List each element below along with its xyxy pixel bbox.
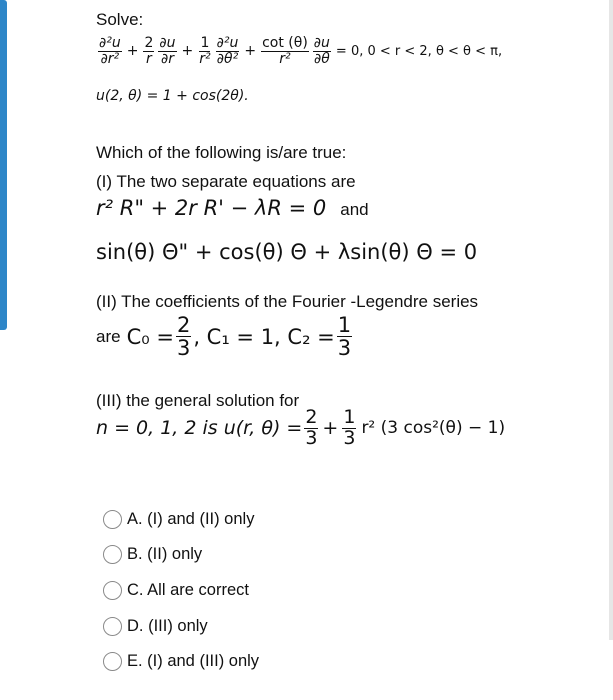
statement-2-c0-frac: $\frac{2}{3}$ [176, 313, 191, 361]
radio-icon[interactable] [103, 617, 122, 636]
option-e-label: E. (I) and (III) only [127, 652, 260, 670]
statement-3-frac-2: $\frac{1}{3}$ [343, 406, 356, 449]
radio-icon[interactable] [103, 581, 122, 600]
statement-1-intro: (I) The two separate equations are [96, 172, 356, 191]
statement-1-eq2: sin(θ) Θ" + cos(θ) Θ + λsin(θ) Θ = 0 [96, 240, 478, 264]
statement-1-eq1: r² R" + 2r R' − λR = 0 [96, 196, 327, 220]
statement-3-lhs: n = 0, 1, 2 is u(r, θ) = [96, 417, 303, 440]
statement-3-solution [96, 408, 505, 449]
statement-2-c2-frac: $\frac{1}{3}$ [337, 313, 352, 361]
right-scrollbar[interactable] [609, 0, 613, 640]
left-scroll-indicator [0, 0, 7, 330]
option-a[interactable] [103, 510, 254, 529]
option-d-label: D. (III) only [127, 617, 208, 635]
statement-2-c0-label: C₀ = [126, 324, 174, 349]
statement-2-are: are [96, 326, 121, 346]
option-c-label: C. All are correct [127, 581, 249, 599]
pde-term-3-deriv: $\frac{\text{∂²u}}{\text{∂θ²}}$ [216, 35, 239, 67]
statement-2-intro: (II) The coefficients of the Fourier -Legendre series [96, 292, 479, 311]
question-prompt: Which of the following is/are true: [96, 143, 347, 162]
statement-3-intro: (III) the general solution for [96, 391, 300, 410]
radio-icon[interactable] [103, 652, 122, 671]
option-a-label: A. (I) and (II) only [127, 510, 255, 528]
statement-2-coefficients [96, 314, 354, 359]
radio-icon[interactable] [103, 510, 122, 529]
statement-3-tail: r² (3 cos²(θ) − 1) [361, 418, 506, 439]
option-b-label: B. (II) only [127, 545, 203, 563]
option-b[interactable] [103, 545, 202, 564]
pde-equation: $\frac{\text{∂²u}}{\text{∂r²}}$ + $\frac{2}{r}$ $\frac{\partial u}{\partial r}$ + $\frac{1}{\text{r²}}$ $\frac{\text{∂²u}}{\text{∂θ²}}$ + $\frac{\cot (\theta)}{\text{r²}}$ $\frac{\partial u}{\partial\theta}$ = 0, 0 < r < 2, θ < θ < π, [99, 35, 503, 67]
option-e[interactable] [103, 652, 259, 671]
pde-term-1: $\frac{\text{∂²u}}{\text{∂r²}}$ [99, 35, 121, 67]
option-d[interactable] [103, 617, 208, 636]
pde-term-4-deriv: $\frac{\partial u}{\partial\theta}$ [313, 35, 330, 67]
radio-icon[interactable] [103, 545, 122, 564]
statement-2-rest: , C₁ = 1, C₂ = [193, 324, 335, 349]
pde-term-2-deriv: $\frac{\partial u}{\partial r}$ [159, 35, 176, 67]
statement-3-frac-1: $\frac{2}{3}$ [305, 406, 318, 449]
statement-1-and: and [340, 200, 369, 219]
statement-1-eq1-row [96, 196, 369, 220]
pde-term-4-coef: $\frac{\cot (\theta)}{\text{r²}}$ [262, 35, 308, 67]
statement-3-plus: + [322, 417, 339, 440]
option-c[interactable] [103, 581, 249, 600]
solve-label: Solve: [96, 10, 144, 29]
pde-term-2-coef: $\frac{2}{r}$ [144, 35, 154, 67]
pde-term-3-coef: $\frac{1}{\text{r²}}$ [199, 35, 211, 67]
boundary-condition: u(2, θ) = 1 + cos(2θ). [96, 88, 249, 104]
